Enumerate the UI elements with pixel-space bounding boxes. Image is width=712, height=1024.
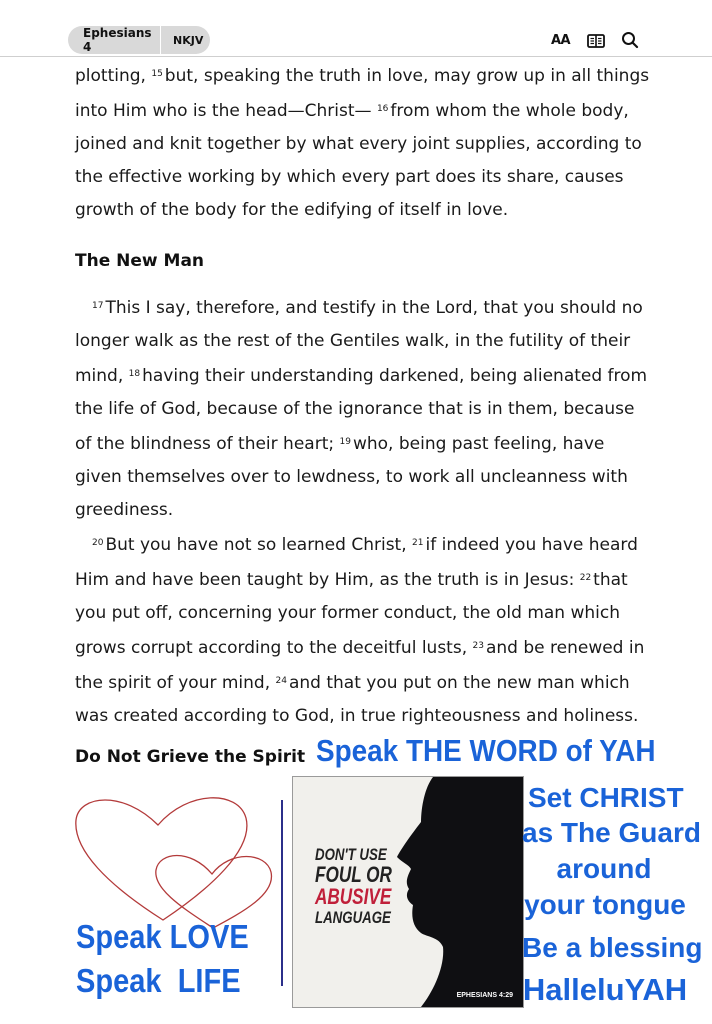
poster-reference: EPHESIANS 4:29 xyxy=(456,992,513,999)
version-button[interactable]: NKJV xyxy=(173,33,204,47)
verse-text: plotting, xyxy=(75,66,152,86)
verse-text: who, being past feeling, have given themselves over to lewdness, to work all uncleanness with greediness. xyxy=(75,434,628,520)
search-icon[interactable] xyxy=(621,31,639,53)
passage-paragraph xyxy=(75,290,655,733)
verse-number[interactable]: 20 xyxy=(92,538,104,548)
overlay-right-line: Set CHRIST xyxy=(528,782,684,813)
section-heading: The New Man xyxy=(75,251,205,271)
verse-text: but, speaking the truth in love, may grow up in all things into Him who is the head—Christ— xyxy=(75,66,650,121)
overlay-left-line: Speak LIFE xyxy=(76,962,241,999)
verse-number[interactable]: 23 xyxy=(472,641,484,651)
poster-line: LANGUAGE xyxy=(315,908,391,927)
verse-text: But you have not so learned Christ, xyxy=(105,535,413,555)
verse-text: and that you put on the new man which was created according to God, in true righteousness and holiness. xyxy=(75,673,639,726)
book-chapter-button[interactable]: Ephesians 4 xyxy=(83,26,152,54)
overlay-right-line: around xyxy=(556,853,652,884)
verse-number[interactable]: 22 xyxy=(579,573,592,583)
verse-number[interactable]: 21 xyxy=(412,538,424,548)
chapter-version-selector[interactable] xyxy=(68,26,210,54)
poster-line: DON'T USE xyxy=(315,845,387,864)
divider-line xyxy=(281,800,283,986)
verse-text: that you put off, concerning your former conduct, the old man which grows corrupt according to the deceitful lusts, xyxy=(75,570,628,658)
verse-number[interactable]: 18 xyxy=(128,369,141,379)
verse-number[interactable]: 15 xyxy=(151,69,163,79)
hearts-graphic xyxy=(68,790,288,930)
overlay-left-line: Speak LOVE xyxy=(76,918,249,955)
top-bar xyxy=(0,0,712,57)
font-size-icon[interactable]: AA xyxy=(551,33,571,48)
book-icon[interactable] xyxy=(587,33,605,52)
verse-text: from whom the whole body, joined and knit together by what every joint supplies, according to the effective working by which every part does its share, causes growth of the body for the edifying of itself in love. xyxy=(75,101,642,220)
verse-text: This I say, therefore, and testify in the Lord, that you should no longer walk as the rest of the Gentiles walk, in the futility of their mind, xyxy=(75,298,643,386)
overlay-right-line: your tongue xyxy=(524,889,686,920)
overlay-right-line: HalleluYAH xyxy=(522,972,688,1007)
section-heading: Do Not Grieve the Spirit xyxy=(75,747,306,767)
verse-number[interactable]: 17 xyxy=(92,301,104,311)
overlay-right-line: as The Guard xyxy=(522,817,701,848)
verse-text: if indeed you have heard Him and have been taught by Him, as the truth is in Jesus: xyxy=(75,535,638,590)
passage-paragraph xyxy=(75,58,655,227)
overlay-title: Speak THE WORD of YAH xyxy=(316,733,656,768)
verse-text: having their understanding darkened, being alienated from the life of God, because of the ignorance that is in them, because of the blindness of their heart; xyxy=(75,366,648,454)
poster-message xyxy=(315,845,392,927)
poster-line: ABUSIVE xyxy=(315,884,392,909)
verse-text: and be renewed in the spirit of your mind, xyxy=(75,638,645,693)
poster-line: FOUL OR xyxy=(315,862,392,887)
verse-number[interactable]: 16 xyxy=(376,104,389,114)
poster-image xyxy=(292,776,524,1008)
verse-number[interactable]: 24 xyxy=(275,676,287,686)
overlay-right-line: Be a blessing xyxy=(522,932,703,963)
verse-number[interactable]: 19 xyxy=(339,437,351,447)
